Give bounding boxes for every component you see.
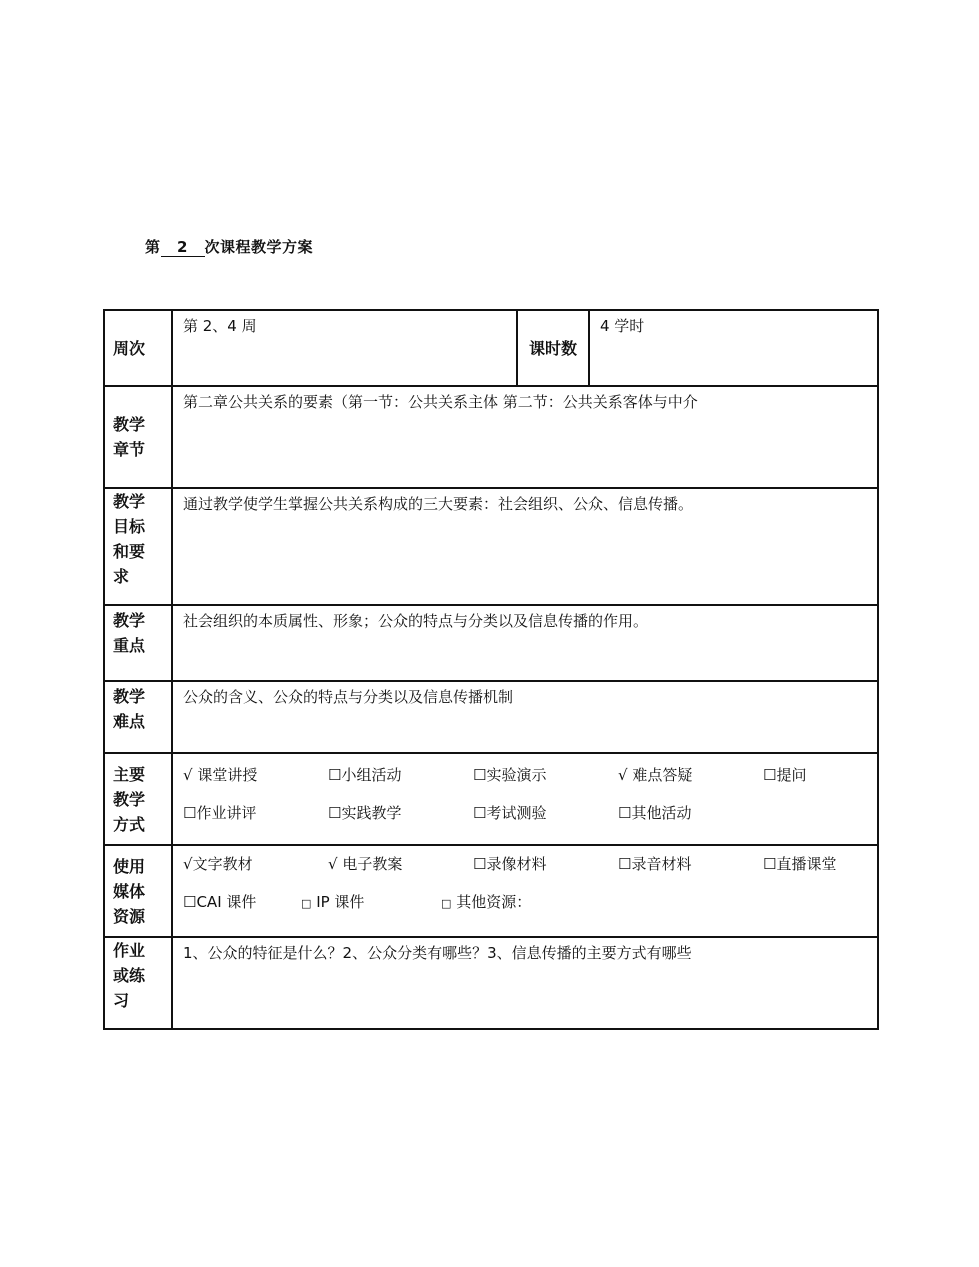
method-option-practice[interactable]: ☐实践教学 bbox=[328, 803, 402, 822]
methods-options-cell bbox=[172, 753, 878, 845]
media-row-1 bbox=[173, 844, 877, 882]
title-prefix: 第 bbox=[145, 238, 161, 256]
row-key-points bbox=[104, 605, 878, 681]
key-points-label: 教学 重点 bbox=[104, 605, 172, 681]
row-homework bbox=[104, 937, 878, 1029]
media-option-cai[interactable]: ☐CAI 课件 bbox=[183, 892, 257, 911]
method-option-homework-review[interactable]: ☐作业讲评 bbox=[183, 803, 257, 822]
week-label: 周次 bbox=[104, 310, 172, 386]
methods-row-1 bbox=[173, 755, 877, 793]
method-option-qa[interactable]: √ 难点答疑 bbox=[618, 765, 693, 784]
method-option-other-activity[interactable]: ☐其他活动 bbox=[618, 803, 692, 822]
media-option-ip[interactable]: □ IP 课件 bbox=[301, 892, 365, 911]
objectives-label: 教学 目标 和要 求 bbox=[104, 488, 172, 605]
page-title bbox=[145, 236, 313, 257]
media-option-audio[interactable]: ☐录音材料 bbox=[618, 854, 692, 873]
title-suffix: 次课程教学方案 bbox=[204, 238, 314, 256]
method-option-group-activity[interactable]: ☐小组活动 bbox=[328, 765, 402, 784]
media-option-other-resources[interactable]: □ 其他资源： bbox=[441, 892, 532, 911]
methods-label: 主要 教学 方式 bbox=[104, 753, 172, 845]
homework-value: 1、公众的特征是什么？2、公众分类有哪些？3、信息传播的主要方式有哪些 bbox=[183, 944, 692, 962]
hours-value: 4 学时 bbox=[600, 317, 645, 335]
hours-label: 课时数 bbox=[517, 310, 589, 386]
media-option-live-class[interactable]: ☐直播课堂 bbox=[763, 854, 837, 873]
chapter-value: 第二章公共关系的要素（第一节：公共关系主体 第二节：公共关系客体与中介 bbox=[183, 393, 698, 411]
week-value-cell bbox=[172, 310, 517, 386]
method-option-questions[interactable]: ☐提问 bbox=[763, 765, 807, 784]
key-points-value-cell bbox=[172, 605, 878, 681]
media-label: 使用 媒体 资源 bbox=[104, 845, 172, 937]
difficulties-value: 公众的含义、公众的特点与分类以及信息传播机制 bbox=[183, 688, 514, 706]
chapter-label: 教学 章节 bbox=[104, 386, 172, 488]
objectives-value-cell bbox=[172, 488, 878, 605]
media-row-2 bbox=[173, 882, 877, 920]
methods-row-2 bbox=[173, 793, 877, 831]
homework-value-cell bbox=[172, 937, 878, 1029]
method-option-lecture[interactable]: √ 课堂讲授 bbox=[183, 765, 258, 784]
row-difficulties bbox=[104, 681, 878, 753]
row-week bbox=[104, 310, 878, 386]
homework-label: 作业 或练 习 bbox=[104, 937, 172, 1029]
key-points-value: 社会组织的本质属性、形象；公众的特点与分类以及信息传播的作用。 bbox=[183, 612, 649, 630]
method-option-exam[interactable]: ☐考试测验 bbox=[473, 803, 547, 822]
row-objectives bbox=[104, 488, 878, 605]
method-option-experiment-demo[interactable]: ☐实验演示 bbox=[473, 765, 547, 784]
difficulties-value-cell bbox=[172, 681, 878, 753]
media-option-text-material[interactable]: √文字教材 bbox=[183, 854, 253, 873]
week-value: 第 2、4 周 bbox=[183, 317, 257, 335]
row-methods bbox=[104, 753, 878, 845]
row-chapter bbox=[104, 386, 878, 488]
media-option-electronic-lesson[interactable]: √ 电子教案 bbox=[328, 854, 403, 873]
chapter-value-cell bbox=[172, 386, 878, 488]
objectives-value: 通过教学使学生掌握公共关系构成的三大要素：社会组织、公众、信息传播。 bbox=[183, 495, 694, 513]
hours-value-cell bbox=[589, 310, 878, 386]
media-options-cell bbox=[172, 845, 878, 937]
difficulties-label: 教学 难点 bbox=[104, 681, 172, 753]
title-session-number: 2 bbox=[161, 239, 205, 257]
media-option-video[interactable]: ☐录像材料 bbox=[473, 854, 547, 873]
lesson-plan-table bbox=[103, 309, 879, 1030]
row-media bbox=[104, 845, 878, 937]
